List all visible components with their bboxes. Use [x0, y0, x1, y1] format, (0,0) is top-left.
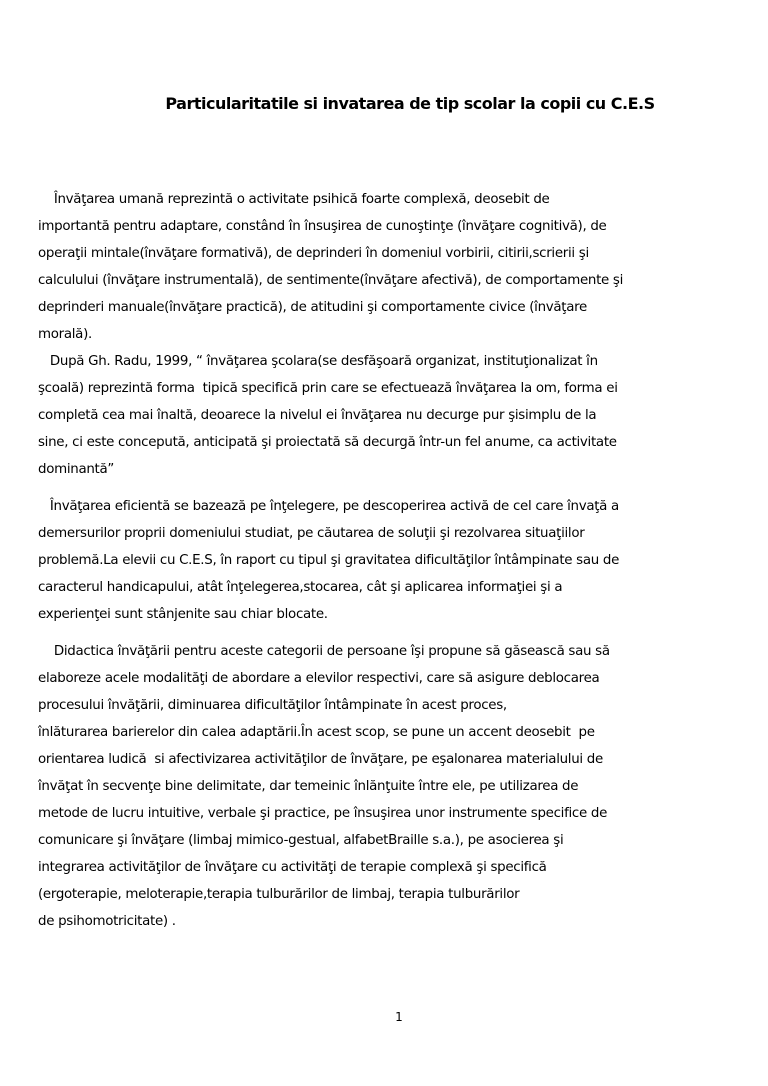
text-line: importantă pentru adaptare, constând în însuşirea de cunoştinţe (învăţare cognitivă), de	[38, 219, 607, 234]
text-line: Învăţarea umană reprezintă o activitate psihică foarte complexă, deosebit de	[38, 192, 550, 207]
document-title: Particularitatile si invatarea de tip scolar la copii cu C.E.S	[165, 94, 655, 113]
text-line: morală).	[38, 327, 92, 342]
paragraph	[38, 186, 742, 348]
page-number: 1	[395, 1010, 403, 1024]
text-line: procesului învăţării, diminuarea dificultăţilor întâmpinate în acest proces,	[38, 698, 507, 713]
paragraph	[38, 638, 742, 935]
text-line: deprinderi manuale(învăţare practică), de atitudini şi comportamente civice (învăţare	[38, 300, 587, 315]
text-line: de psihomotricitate) .	[38, 914, 176, 929]
text-line: După Gh. Radu, 1999, “ învăţarea şcolara(se desfăşoară organizat, instituţionalizat în	[38, 354, 598, 369]
document-body	[38, 186, 742, 935]
text-line: Didactica învăţării pentru aceste categorii de persoane îşi propune să găsească sau să	[38, 644, 610, 659]
text-line: înlăturarea barierelor din calea adaptării.În acest scop, se pune un accent deosebit pe	[38, 725, 595, 740]
paragraph-gap	[38, 483, 742, 493]
text-line: şcoală) reprezintă forma tipică specifică prin care se efectuează învăţarea la om, forma ei	[38, 381, 618, 396]
paragraph-gap	[38, 628, 742, 638]
text-line: orientarea ludică si afectivizarea activităţilor de învăţare, pe eşalonarea materialului de	[38, 752, 603, 767]
text-line: demersurilor proprii domeniului studiat, pe căutarea de soluţii şi rezolvarea situaţiilor	[38, 526, 585, 541]
text-line: (ergoterapie, meloterapie,terapia tulburărilor de limbaj, terapia tulburărilor	[38, 887, 520, 902]
text-line: sine, ci este concepută, anticipată şi proiectată să decurgă într-un fel anume, ca activitate	[38, 435, 617, 450]
text-line: metode de lucru intuitive, verbale şi practice, pe însuşirea unor instrumente specifice de	[38, 806, 608, 821]
text-line: problemă.La elevii cu C.E.S, în raport cu tipul şi gravitatea dificultăţilor întâmpinate sau de	[38, 553, 620, 568]
text-line: caracterul handicapului, atât înţelegerea,stocarea, cât şi aplicarea informaţiei şi a	[38, 580, 563, 595]
text-line: operaţii mintale(învăţare formativă), de deprinderi în domeniul vorbirii, citirii,scrierii şi	[38, 246, 589, 261]
text-line: calculului (învăţare instrumentală), de sentimente(învăţare afectivă), de comportamente şi	[38, 273, 624, 288]
text-line: elaboreze acele modalităţi de abordare a elevilor respectivi, care să asigure deblocarea	[38, 671, 600, 686]
text-line: integrarea activităţilor de învăţare cu activităţi de terapie complexă şi specifică	[38, 860, 547, 875]
text-line: Învăţarea eficientă se bazează pe înţelegere, pe descoperirea activă de cel care învaţă a	[38, 499, 619, 514]
paragraph	[38, 493, 742, 628]
text-line: învăţat în secvenţe bine delimitate, dar temeinic înlănţuite între ele, pe utilizarea de	[38, 779, 579, 794]
text-line: comunicare şi învăţare (limbaj mimico-gestual, alfabetBraille s.a.), pe asocierea şi	[38, 833, 564, 848]
paragraph	[38, 348, 742, 483]
text-line: dominantă”	[38, 462, 115, 477]
text-line: experienţei sunt stânjenite sau chiar blocate.	[38, 607, 328, 622]
text-line: completă cea mai înaltă, deoarece la nivelul ei învăţarea nu decurge pur şisimplu de la	[38, 408, 597, 423]
